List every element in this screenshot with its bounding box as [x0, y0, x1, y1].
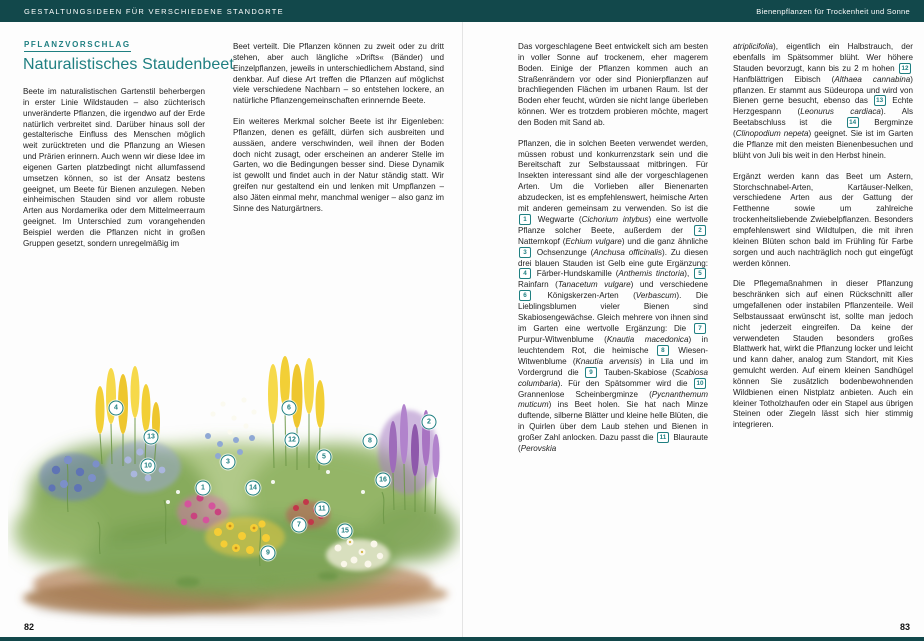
page-number-right: 83 [899, 622, 910, 632]
plant-number-badge: 4 [519, 268, 531, 279]
plant-number-badge: 5 [694, 268, 706, 279]
paragraph: Beet verteilt. Die Pflanzen können zu zweit oder zu dritt stehen, aber auch längliche »Drifts« (Bänder) und Einzelpflanzen, jeweils in unterschiedlichem Abstand, sind denkbar. Auf diese Art treffen die Pflanzen auf möglichst viele verschiedene Nachbarn – so entstehen lockere, an natürliche Pflanzengemeinschaften erinnernde Beete. [233, 42, 444, 106]
illustration-marker-7: 7 [292, 518, 307, 533]
illustration-marker-3: 3 [221, 455, 236, 470]
paragraph: Beete im naturalistischen Gartenstil beherbergen in erster Linie Wildstauden – also züchterisch unveränderte Pflanzen, die irgendwo auf der Erde natürlich verbreitet sind. Darüber hinaus soll der gestalterische Einfluss des Menschen möglich weit zurücktreten und die Pflanzung an Wiesen und Prärien erinnern. Auch wenn wir diese Idee im eigenen Garten platzbedingt nicht allumfassend umsetzen können, so ist der Ansatz bestens geeignet, um Beete für Bienen anzulegen. Neben einheimischen Stauden sind vor allem robuste Arten aus Nordamerika oder dem Mittelmeerraum geeignet. Im Unterschied zum vorangehenden Beispiel werden die Pflanzen nicht in großen Gruppen gesetzt, sondern unregelmäßig im [23, 87, 205, 248]
latin-name: Althaea cannabina [834, 74, 911, 84]
header-chapter-title: Bienenpflanzen für Trockenheit und Sonne [756, 6, 910, 16]
illustration-marker-13: 13 [144, 430, 159, 445]
paragraph: Die Pflegemaßnahmen in dieser Pflanzung beschränken sich auf einen Rückschnitt aller umgefallenen oder instabilen Pflanzenteile. Weil Selbstaussaat erwünscht ist, sollte man jedoch nicht jederzeit eingreifen. Da keine der verwendeten Stauden besonders großes Blattwerk hat, wirkt die Pflanzung locker und leicht und kann daher, analog zum Standort, mit Kies gemulcht werden. Auf einem kleinen Sandhügel können Sie zusätzlich bodenbewohnenden Wildbienen einen Nistplatz anbieten. Auch ein kleiner Totholzhaufen oder ein Stapel aus übrigen Steinen oder Ziegeln lässt sich hier stimmig integrieren. [733, 279, 913, 430]
plant-number-badge: 3 [519, 247, 531, 258]
bottom-bar [0, 637, 924, 641]
illustration-marker-9: 9 [261, 546, 276, 561]
illustration-marker-8: 8 [363, 434, 378, 449]
plant-number-badge: 12 [899, 63, 911, 74]
page-number-left: 82 [24, 622, 35, 632]
illustration-marker-4: 4 [109, 401, 124, 416]
paragraph: Pflanzen, die in solchen Beeten verwendet werden, müssen robust und konkurrenzstark sein und die Bereitschaft zur Selbstaussaat mitbringen. Für Insekten interessant sind alle der vorgeschlagenen Arten. Um die Vorlieben aller Bienenarten abzudecken, ist es empfehlenswert, heimische Arten mit anderen gemeinsam zu verwenden. So ist die 1 Wegwarte (Cichorium intybus) eine wertvolle Pflanze solcher Beete, außerdem der 2 Natternkopf (Echium vulgare) und die ganz ähnliche 3 Ochsenzunge (Anchusa officinalis). Zu diesen drei blauen Stauden ist Gelb eine gute Ergänzung: 4 Färber-Hundskamille (Anthemis tinctoria), 5 Rainfarn (Tanacetum vulgare) und verschiedene 6 Königskerzen-Arten (Verbascum). Die Lieblingsblumen vieler Bienen sind Skabiosengewächse. Gleich mehrere von ihnen sind im Garten eine wertvolle Ergänzung: Die 7 Purpur-Witwenblume (Knautia macedonica) in leuchtendem Rot, die heimische 8 Wiesen-Witwenblume (Knautia arvensis) in Lila und im Vordergrund die 9 Tauben-Skabiose (Scabiosa columbaria). Für den Spätsommer wird die 10 Grannenlose Scheinbergminze (Pycnanthemum muticum) ins Beet holen. Sie hat nach Minze duftende, silberne Blätter und kleine helle Blüten, die in Quirlen über dem Laub stehen und Bienen in großer Zahl anlocken. Dazu passt die 11 Blauraute (Perovskia [518, 138, 709, 453]
latin-name: Pycnanthemum muticum [518, 389, 708, 410]
latin-name: Anchusa officinalis [593, 247, 663, 257]
latin-name: Anthemis tinctoria [618, 269, 685, 279]
illustration-marker-16: 16 [376, 473, 391, 488]
paragraph: atriplicifolia), eigentlich ein Halbstrauch, der ebenfalls im Spätsommer blüht. Wer höhere Stauden bevorzugt, kann bis zu 2 m hohen 12 Hanfblättrigen Eibisch (Althaea cannabina) pflanzen. Er stammt aus Südeuropa und wird von Bienen gerne besucht, ebenso das 13 Echte Herzgespann (Leonurus cardiaca). Als Beetabschluss ist die 14 Bergminze (Clinopodium nepeta) geeignet. Sie ist im Garten die Pflanze mit den meisten Bienenbesuchen und blüht von Juli bis weit in den Herbst hinein. [733, 42, 913, 160]
plant-number-badge: 6 [519, 290, 531, 301]
plant-number-badge: 7 [694, 323, 706, 334]
illustration-marker-11: 11 [315, 502, 330, 517]
plant-number-badge: 11 [657, 432, 669, 443]
latin-name: Cichorium intybus [581, 214, 649, 224]
illustration-marker-14: 14 [246, 481, 261, 496]
illustration-marker-1: 1 [196, 481, 211, 496]
left-page-column-1 [23, 87, 205, 250]
illustration-marker-15: 15 [338, 524, 353, 539]
latin-name: Knautia macedonica [606, 334, 689, 344]
right-page-column-1 [518, 42, 708, 455]
kicker-label: PFLANZVORSCHLAG [24, 40, 131, 52]
plant-number-badge: 2 [694, 225, 706, 236]
paragraph: Ein weiteres Merkmal solcher Beete ist ihr Eigenleben: Pflanzen, denen es gefällt, dürfen sich ausbreiten und aussäen, andere verschwinden, weil ihnen der Boden doch nicht zusagt, oder erscheinen an anderer Stelle im Garten, wo die Bedingungen besser sind. Diese Dynamik ist gewollt und findet auch in der Natur ständig statt. Wir greifen nur gestaltend ein und lenken mit Umpflanzen – also Jäten einmal mehr, manchmal weniger – also ganz im Sinne des Naturgärtners. [233, 117, 444, 213]
illustration-marker-10: 10 [141, 459, 156, 474]
flower-bed-illustration [8, 352, 460, 630]
latin-name: Echium vulgare [565, 236, 622, 246]
latin-name: Clinopodium nepeta [735, 129, 809, 139]
latin-name: Knautia arvensis [575, 356, 640, 366]
illustration-markers [8, 352, 460, 630]
illustration-marker-12: 12 [285, 433, 300, 448]
header-section-title: GESTALTUNGSIDEEN FÜR VERSCHIEDENE STANDORTE [24, 6, 284, 16]
latin-name: atriplicifolia [733, 42, 774, 51]
latin-name: Scabiosa columbaria [518, 367, 708, 388]
latin-name: Leonurus cardiaca [800, 107, 881, 117]
illustration-marker-6: 6 [282, 401, 297, 416]
latin-name: Perovskia [520, 443, 557, 453]
right-page-column-2 [733, 42, 913, 431]
page-title: Naturalistisches Staudenbeet [23, 56, 234, 73]
plant-number-badge: 1 [519, 214, 531, 225]
paragraph: Ergänzt werden kann das Beet um Astern, Storchschnabel-Arten, Kartäuser-Nelken, verschiedene Arten aus der Gattung der Fetthenne sowie um zahlreiche trockenheitsliebende Zwiebelpflanzen. Besonders empfehlenswert sind Wildtulpen, die mit ihren kleinen Blüten schon bald im Frühling für Farbe sorgen und auch nachträglich noch gut eingefügt werden können. [733, 171, 913, 268]
page-header-bar [0, 0, 924, 22]
latin-name: Tanacetum vulgare [557, 280, 631, 290]
plant-number-badge: 10 [694, 378, 706, 389]
left-page-column-2 [233, 42, 444, 215]
illustration-marker-5: 5 [317, 450, 332, 465]
plant-number-badge: 8 [657, 345, 669, 356]
plant-number-badge: 14 [847, 117, 859, 128]
latin-name: Verbascum [635, 291, 677, 301]
page-divider [462, 22, 463, 637]
plant-number-badge: 9 [585, 367, 597, 378]
illustration-marker-2: 2 [422, 415, 437, 430]
plant-number-badge: 13 [874, 95, 886, 106]
paragraph: Das vorgeschlagene Beet entwickelt sich am besten in voller Sonne auf trockenem, eher magerem Boden. Einige der Pflanzen kommen auch an Straßenrändern vor oder sind Pionierpflanzen auf brachliegenden Flächen im urbanen Raum. Ist der Boden eher feucht, würden sie nicht lange überleben können. Wer es trotzdem probieren möchte, magert den Boden mit Sand ab. [518, 42, 708, 127]
